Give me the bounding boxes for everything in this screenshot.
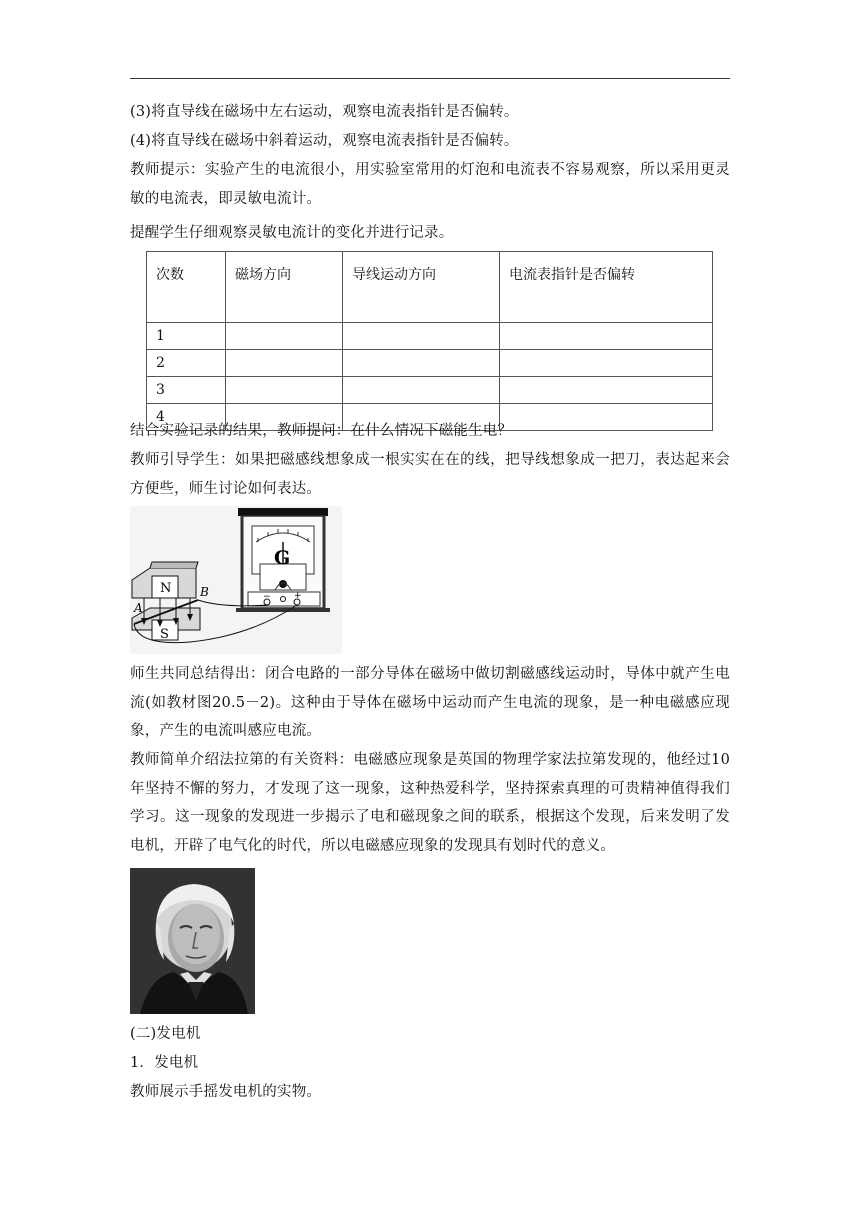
table-cell xyxy=(343,377,500,404)
faraday-portrait-image xyxy=(130,868,255,1014)
table-cell xyxy=(226,323,343,350)
section-heading-generator: (二)发电机 xyxy=(130,1026,201,1042)
table-cell: 3 xyxy=(147,377,226,404)
table-cell: 1 xyxy=(147,323,226,350)
electromagnetic-induction-figure xyxy=(130,506,342,654)
table-cell xyxy=(343,350,500,377)
south-pole-label: S xyxy=(160,627,169,642)
teacher-hint: 教师提示：实验产生的电流很小，用实验室常用的灯泡和电流表不容易观察，所以采用更灵敏的电流表，即灵敏电流计。 xyxy=(130,162,730,207)
table-header-row xyxy=(147,252,713,323)
table-row xyxy=(147,323,713,350)
table-header: 电流表指针是否偏转 xyxy=(500,252,713,323)
header-rule xyxy=(130,78,730,79)
table-cell xyxy=(343,323,500,350)
point-b-label: B xyxy=(200,585,209,599)
table-cell xyxy=(500,377,713,404)
teacher-question: 结合实验记录的结果，教师提问：在什么情况下磁能生电？ xyxy=(130,423,513,439)
minus-terminal-label: − xyxy=(263,592,271,602)
table-header: 次数 xyxy=(147,252,226,323)
table-header: 导线运动方向 xyxy=(343,252,500,323)
subsection-heading-generator: 1．发电机 xyxy=(130,1055,199,1071)
table-header: 磁场方向 xyxy=(226,252,343,323)
teacher-demonstration: 教师展示手摇发电机的实物。 xyxy=(130,1084,322,1100)
step-3: (3)将直导线在磁场中左右运动，观察电流表指针是否偏转。 xyxy=(130,104,519,120)
table-row xyxy=(147,350,713,377)
summary-paragraph: 师生共同总结得出：闭合电路的一部分导体在磁场中做切割磁感线运动时，导体中就产生电流(如教材图20.5－2)。这种由于导体在磁场中运动而产生电流的现象，是一种电磁感应现象，产生的电流叫感应电流。 xyxy=(130,666,730,739)
table-cell xyxy=(226,350,343,377)
point-a-label: A xyxy=(134,601,143,615)
faraday-paragraph: 教师简单介绍法拉第的有关资料：电磁感应现象是英国的物理学家法拉第发现的，他经过10年坚持不懈的努力，才发现了这一现象，这种热爱科学，坚持探索真理的可贵精神值得我们学习。这一现象的发现进一步揭示了电和磁现象之间的联系，根据这个发现，后来发明了发电机，开辟了电气化的时代，所以电磁感应现象的发现具有划时代的意义。 xyxy=(130,752,730,854)
record-reminder: 提醒学生仔细观察灵敏电流计的变化并进行记录。 xyxy=(130,225,454,241)
north-pole-label: N xyxy=(160,581,172,596)
teacher-guidance: 教师引导学生：如果把磁感线想象成一根实实在在的线，把导线想象成一把刀，表达起来会方便些，师生讨论如何表达。 xyxy=(130,452,730,497)
table-cell xyxy=(500,323,713,350)
table-cell xyxy=(500,350,713,377)
table-cell: 4 xyxy=(147,404,226,431)
table-cell xyxy=(226,377,343,404)
experiment-record-table xyxy=(146,251,713,431)
plus-terminal-label: + xyxy=(294,591,302,601)
step-4: (4)将直导线在磁场中斜着运动，观察电流表指针是否偏转。 xyxy=(130,133,519,149)
table-row xyxy=(147,377,713,404)
galvanometer-label: G xyxy=(274,547,291,569)
table-cell: 2 xyxy=(147,350,226,377)
